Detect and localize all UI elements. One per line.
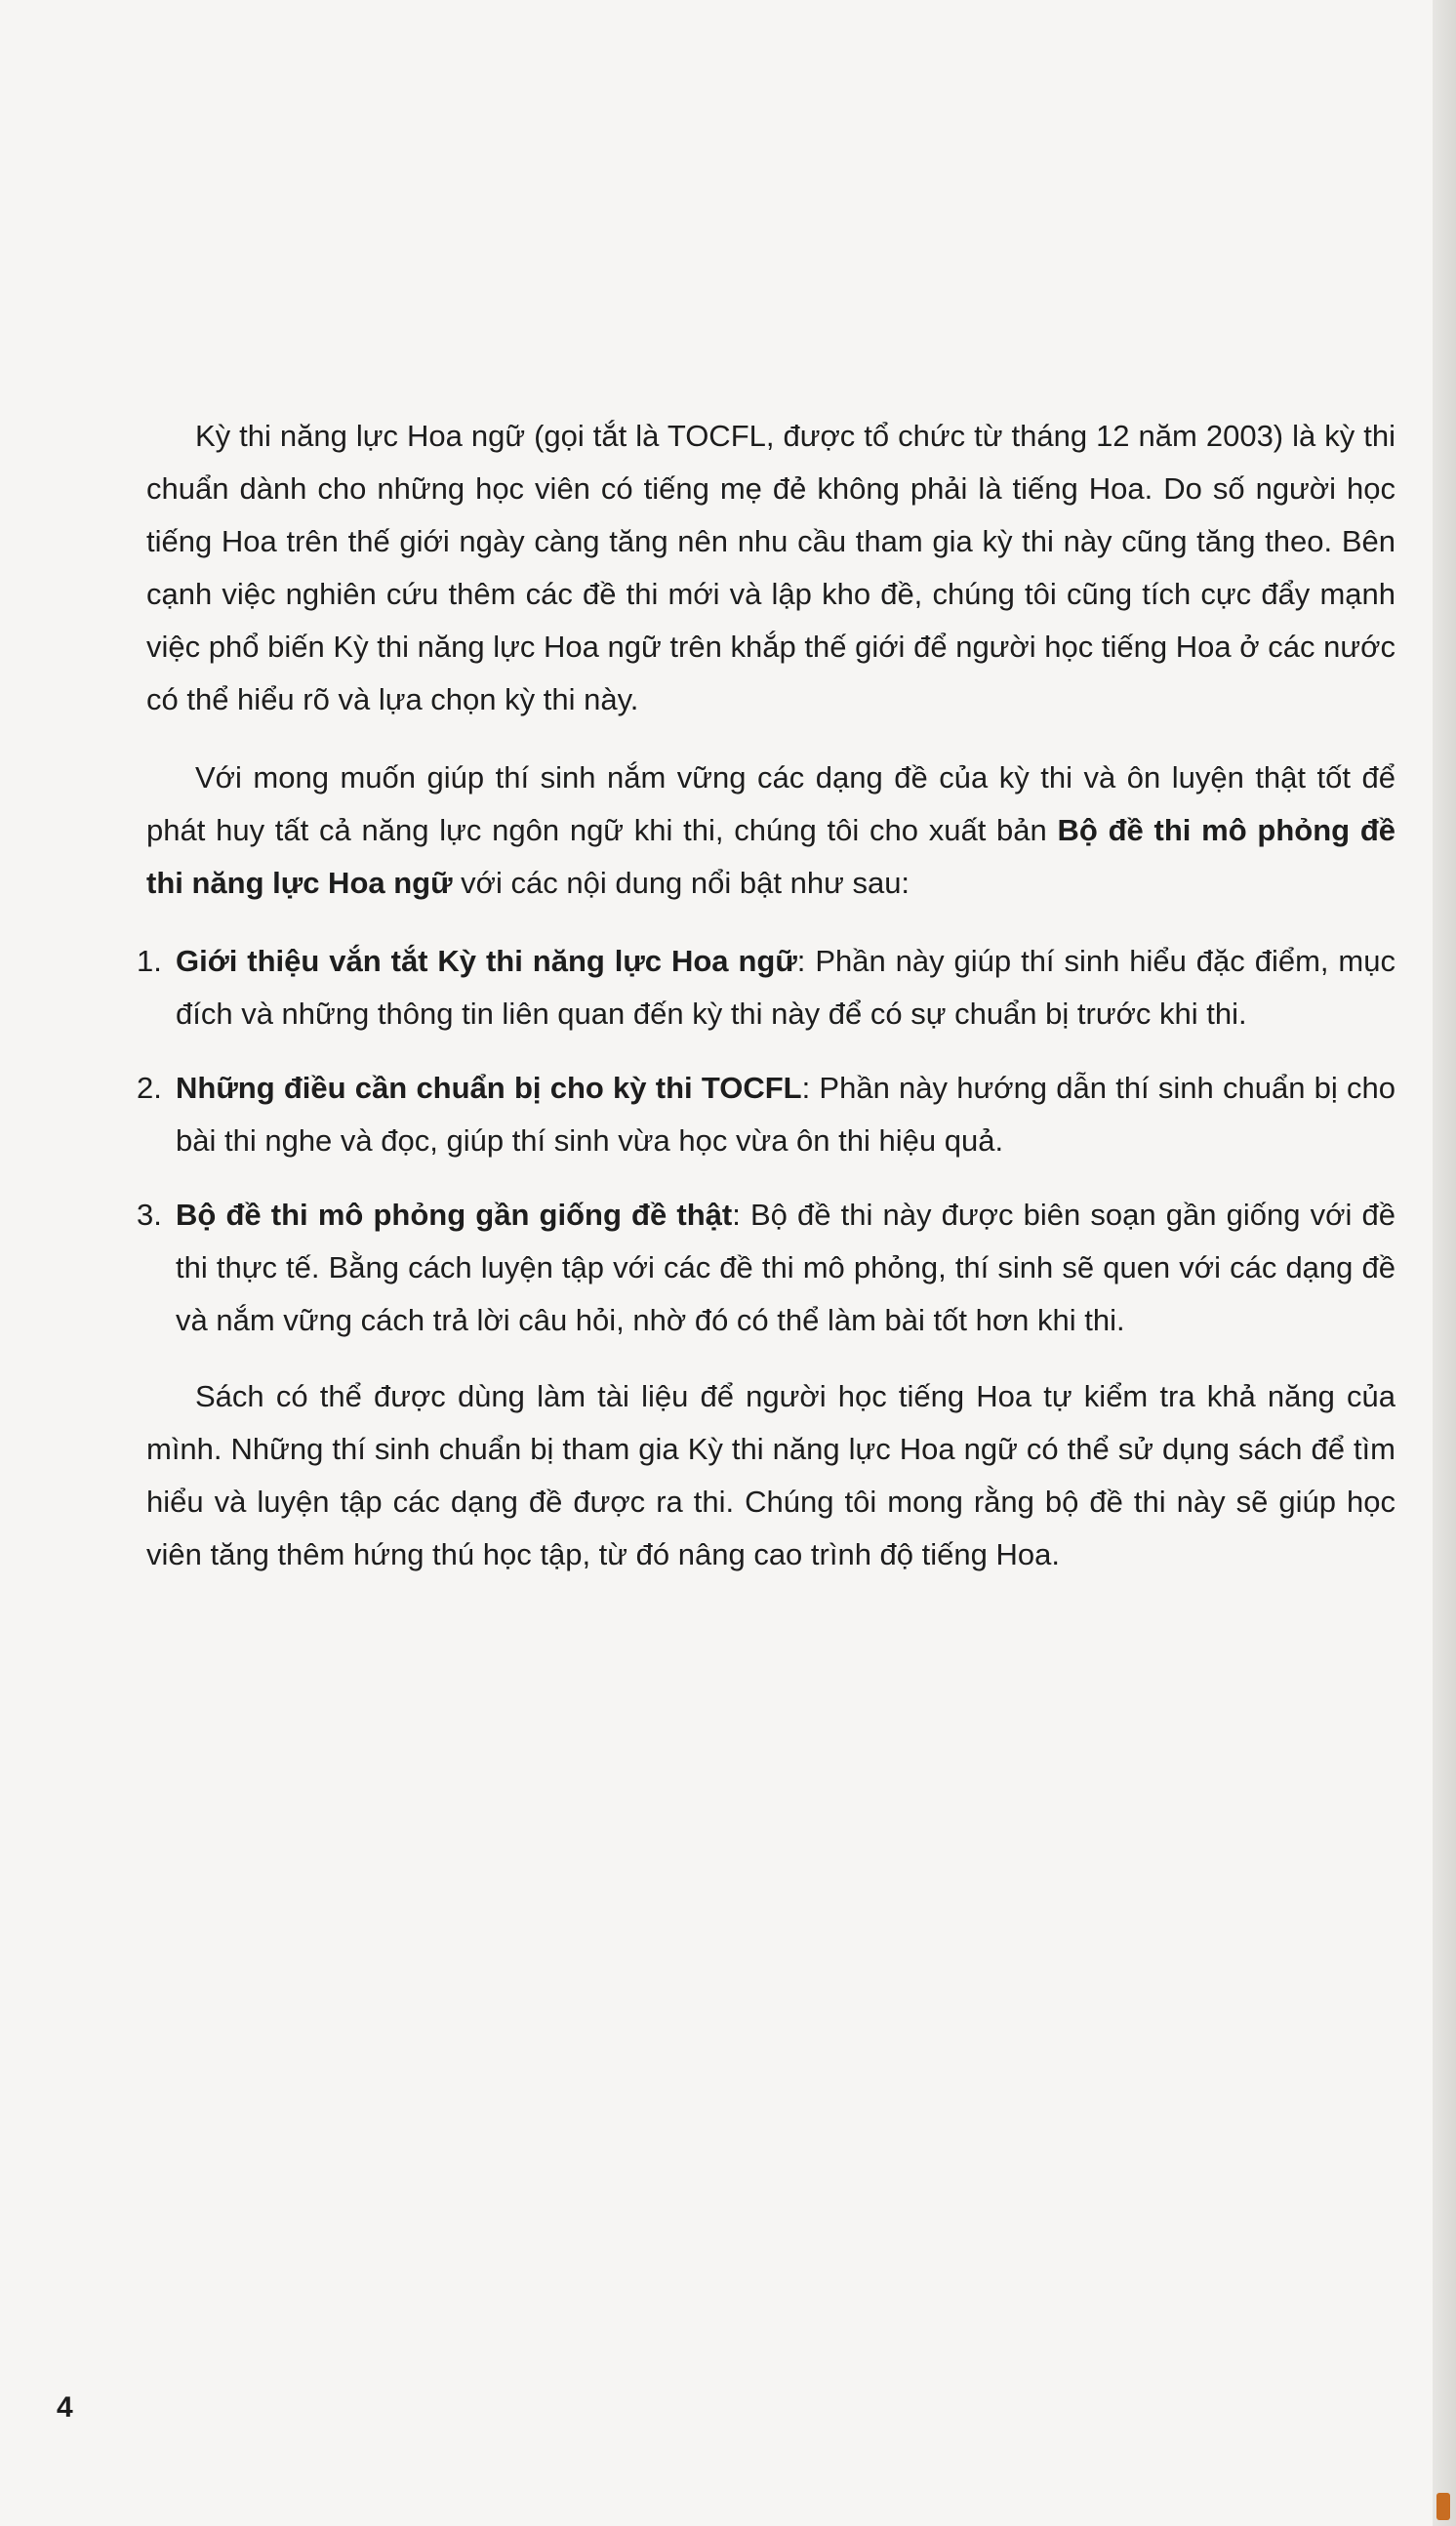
list-item-title: Giới thiệu vắn tắt Kỳ thi năng lực Hoa ngữ [176,944,797,978]
page-number: 4 [57,2391,73,2424]
book-title: Bộ đề thi mô phỏng đề thi năng lực Hoa ngữ [146,813,1396,900]
page-edge [1433,0,1456,2526]
intro-paragraph: Kỳ thi năng lực Hoa ngữ (gọi tắt là TOCFL, được tổ chức từ tháng 12 năm 2003) là kỳ thi chuẩn dành cho những học viên có tiếng mẹ đẻ không phải là tiếng Hoa. Do số người học tiếng Hoa trên thế giới ngày càng tăng nên nhu cầu tham gia kỳ thi này cũng tăng theo. Bên cạnh việc nghiên cứu thêm các đề thi mới và lập kho đề, chúng tôi cũng tích cực đẩy mạnh việc phổ biến Kỳ thi năng lực Hoa ngữ trên khắp thế giới để người học tiếng Hoa ở các nước có thể hiểu rõ và lựa chọn kỳ thi này. [146,419,1395,716]
list-item-number: 2. [137,1071,162,1105]
preface-text [137,410,1396,1607]
purpose-paragraph [146,752,1395,910]
purpose-text-end: với các nội dung nổi bật như sau: [452,866,910,900]
list-item [137,1189,1395,1347]
list-item-body: : Phần này giúp thí sinh hiểu đặc điểm, mục đích và những thông tin liên quan đến kỳ thi này để có sự chuẩn bị trước khi thi. [176,944,1395,1031]
list-item-number: 1. [137,944,162,978]
purpose-text-start: Với mong muốn giúp thí sinh nắm vững các dạng đề của kỳ thi và ôn luyện thật tốt để phát huy tất cả năng lực ngôn ngữ khi thi, chúng tôi cho xuất bản [146,760,1395,847]
closing-paragraph: Sách có thể được dùng làm tài liệu để người học tiếng Hoa tự kiểm tra khả năng của mình. Những thí sinh chuẩn bị tham gia Kỳ thi năng lực Hoa ngữ có thể sử dụng sách để tìm hiểu và luyện tập các dạng đề được ra thi. Chúng tôi mong rằng bộ đề thi này sẽ giúp học viên tăng thêm hứng thú học tập, từ đó nâng cao trình độ tiếng Hoa. [146,1379,1395,1571]
list-item-title: Những điều cần chuẩn bị cho kỳ thi TOCFL [176,1071,802,1105]
features-list [137,935,1395,1347]
list-item [137,1062,1395,1167]
list-item-body: : Bộ đề thi này được biên soạn gần giống với đề thi thực tế. Bằng cách luyện tập với các đề thi mô phỏng, thí sinh sẽ quen với các dạng đề và nắm vững cách trả lời câu hỏi, nhờ đó có thể làm bài tốt hơn khi thi. [176,1198,1395,1337]
list-item [137,935,1395,1040]
list-item-body: : Phần này hướng dẫn thí sinh chuẩn bị cho bài thi nghe và đọc, giúp thí sinh vừa học vừa ôn thi hiệu quả. [176,1071,1395,1158]
list-item-title: Bộ đề thi mô phỏng gần giống đề thật [176,1198,733,1232]
list-item-number: 3. [137,1198,162,1232]
corner-tab [1436,2493,1450,2520]
